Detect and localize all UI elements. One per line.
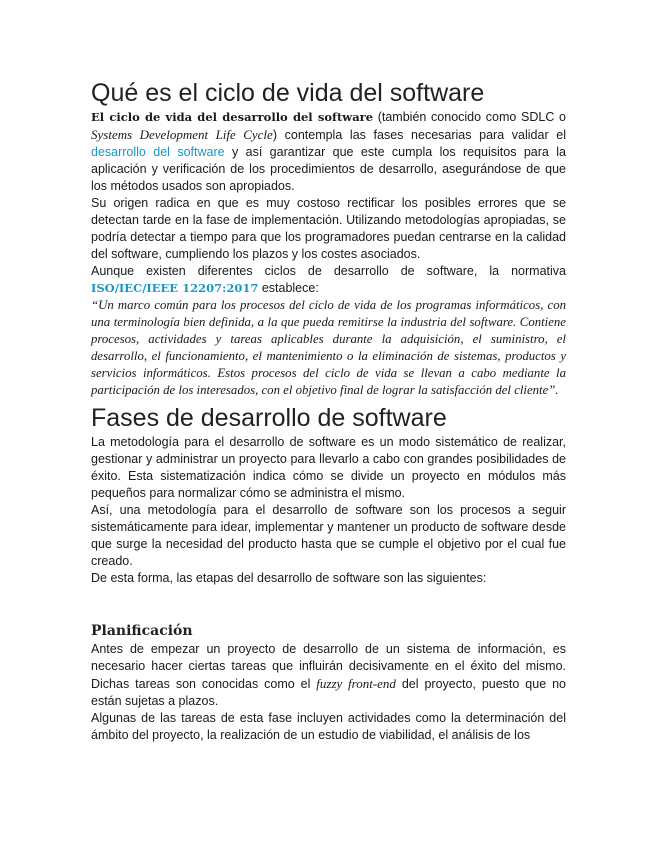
text-run: (también conocido como SDLC o xyxy=(373,110,566,124)
link-iso-standard[interactable]: ISO/IEC/IEEE 12207:2017 xyxy=(91,281,259,295)
italic-term-fuzzy-front-end: fuzzy front-end xyxy=(316,676,396,691)
paragraph-iso-intro xyxy=(91,263,566,297)
text-run: del proyecto, puesto que no están sujetas a plazos. xyxy=(91,677,566,708)
bold-term-sdlc: El ciclo de vida del desarrollo del software xyxy=(91,110,374,124)
paragraph-sdlc-definition xyxy=(91,109,566,195)
paragraph-methodology: La metodología para el desarrollo de software es un modo sistemático de realizar, gestionar y administrar un proyecto para llevarlo a cabo con grandes posibilidades de éxito. Esta sistematización indica cómo se divide un proyecto en módulos más pequeños para normalizar cómo se administra el mismo. xyxy=(91,435,566,500)
text-run: Aunque existen diferentes ciclos de desarrollo de software, la normativa xyxy=(91,264,566,278)
paragraph-methodology-process: Así, una metodología para el desarrollo de software son los procesos a seguir sistemáticamente para idear, implementar y mantener un producto de software desde que surge la necesidad del producto hasta que se cumple el objetivo por el cual fue creado. xyxy=(91,503,566,568)
text-run: ) contempla las fases necesarias para validar el xyxy=(272,128,566,142)
paragraph-stages-intro: De esta forma, las etapas del desarrollo de software son las siguientes: xyxy=(91,571,487,585)
paragraph-planning-intro xyxy=(91,641,566,710)
text-run: establece: xyxy=(258,281,319,295)
section-title-planning: Planificación xyxy=(91,623,193,639)
section-title-what-is-sdlc: Qué es el ciclo de vida del software xyxy=(91,79,485,107)
paragraph-sdlc-origin: Su origen radica en que es muy costoso rectificar los posibles errores que se detectan tarde en la fase de implementación. Utilizando metodologías apropiadas, se podría detectar a tiempo para que los programadores puedan centrarse en la calidad del software, cumpliendo los plazos y los costes asociados. xyxy=(91,196,566,261)
italic-term-sdlc: Systems Development Life Cycle xyxy=(91,127,273,142)
iso-quote: “Un marco común para los procesos del ciclo de vida de los programas informáticos, con una terminología bien definida, a la que pueda remitirse la industria del software. Contiene procesos, actividades y tareas aplicables durante la adquisición, el suministro, el desarrollo, el funcionamiento, el mantenimiento o la eliminación de sistemas, productos y servicios informáticos. Estos procesos del ciclo de vida se llevan a cabo mediante la participación de los interesados, con el objetivo final de lograr la satisfacción del cliente”. xyxy=(91,298,566,397)
paragraph-planning-tasks: Algunas de las tareas de esta fase incluyen actividades como la determinación del ámbito del proyecto, la realización de un estudio de viabilidad, el análisis de los xyxy=(91,711,566,742)
text-run: y así garantizar que este cumpla los requisitos para la aplicación y verificación de los procedimientos de desarrollo, asegurándose de que los métodos usados son apropiados. xyxy=(91,145,566,193)
link-desarrollo-software[interactable]: desarrollo del software xyxy=(91,145,225,159)
section-what-is-sdlc xyxy=(91,78,566,399)
section-phases xyxy=(91,403,566,587)
section-title-phases: Fases de desarrollo de software xyxy=(91,404,447,432)
text-run: Antes de empezar un proyecto de desarrollo de un sistema de información, es necesario hacer ciertas tareas que influirán decisivamente en el éxito del mismo. Dichas tareas son conocidas como el xyxy=(91,642,566,691)
section-planning xyxy=(91,622,566,744)
